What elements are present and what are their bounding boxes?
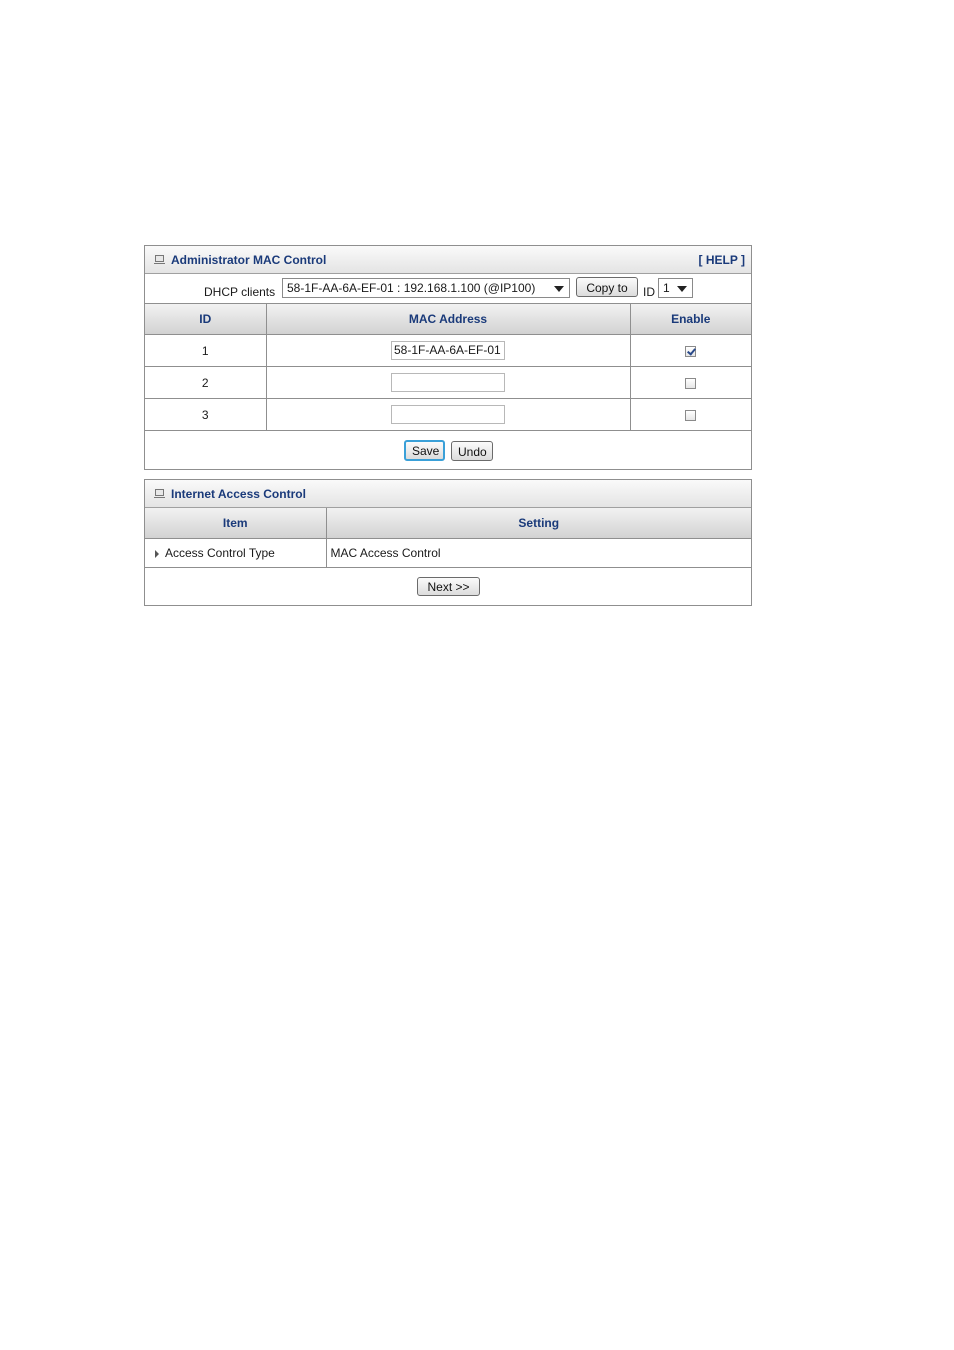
id-select-value: 1 — [663, 281, 670, 295]
table-row — [145, 335, 751, 367]
enable-checkbox[interactable] — [685, 410, 696, 421]
admin-actions-row — [145, 431, 751, 471]
table-row — [145, 399, 751, 431]
admin-mac-control-panel — [144, 245, 752, 470]
panel-window-icon — [155, 489, 164, 496]
table-row — [145, 367, 751, 399]
id-label: ID — [643, 285, 655, 299]
undo-button[interactable]: Undo — [451, 441, 493, 461]
mac-cell — [266, 399, 630, 431]
setting-value: MAC Access Control — [326, 539, 751, 568]
panel-title: Administrator MAC Control — [171, 253, 327, 267]
dhcp-clients-label: DHCP clients — [204, 285, 276, 299]
id-select[interactable] — [658, 278, 693, 298]
item-cell — [145, 539, 326, 568]
dhcp-clients-select[interactable] — [282, 278, 570, 298]
row-id: 3 — [145, 399, 266, 431]
row-id: 2 — [145, 367, 266, 399]
dhcp-clients-row — [145, 274, 751, 304]
table-row — [145, 539, 751, 568]
dhcp-clients-value: 58-1F-AA-6A-EF-01 : 192.168.1.100 (@IP100) — [287, 281, 536, 295]
internet-access-table-header — [145, 508, 751, 539]
copy-to-button[interactable]: Copy to — [576, 277, 638, 297]
enable-cell — [630, 335, 751, 367]
column-header-mac-address: MAC Address — [266, 304, 630, 335]
chevron-down-icon — [677, 286, 687, 292]
mac-table — [145, 304, 751, 431]
internet-access-control-panel — [144, 479, 752, 606]
next-button[interactable]: Next >> — [417, 577, 480, 596]
internet-access-table — [145, 508, 751, 568]
internet-access-control-header — [145, 480, 751, 508]
save-button[interactable]: Save — [404, 440, 445, 461]
chevron-down-icon — [554, 286, 564, 292]
mac-address-input[interactable] — [391, 373, 505, 392]
column-header-item: Item — [145, 508, 326, 539]
internet-actions-row — [145, 568, 751, 607]
mac-address-input[interactable] — [391, 405, 505, 424]
enable-cell — [630, 367, 751, 399]
row-id: 1 — [145, 335, 266, 367]
enable-checkbox[interactable] — [685, 378, 696, 389]
enable-cell — [630, 399, 751, 431]
admin-mac-control-header — [145, 246, 751, 274]
help-link[interactable]: [ HELP ] — [698, 253, 745, 267]
mac-cell — [266, 335, 630, 367]
panel-window-icon — [155, 255, 164, 262]
item-label: Access Control Type — [165, 546, 275, 560]
mac-table-header — [145, 304, 751, 335]
mac-cell — [266, 367, 630, 399]
enable-checkbox[interactable] — [685, 346, 696, 357]
mac-address-input[interactable]: 58-1F-AA-6A-EF-01 — [391, 341, 505, 360]
column-header-enable: Enable — [630, 304, 751, 335]
column-header-setting: Setting — [326, 508, 751, 539]
triangle-right-icon — [155, 550, 159, 558]
column-header-id: ID — [145, 304, 266, 335]
panel-title: Internet Access Control — [171, 487, 306, 501]
